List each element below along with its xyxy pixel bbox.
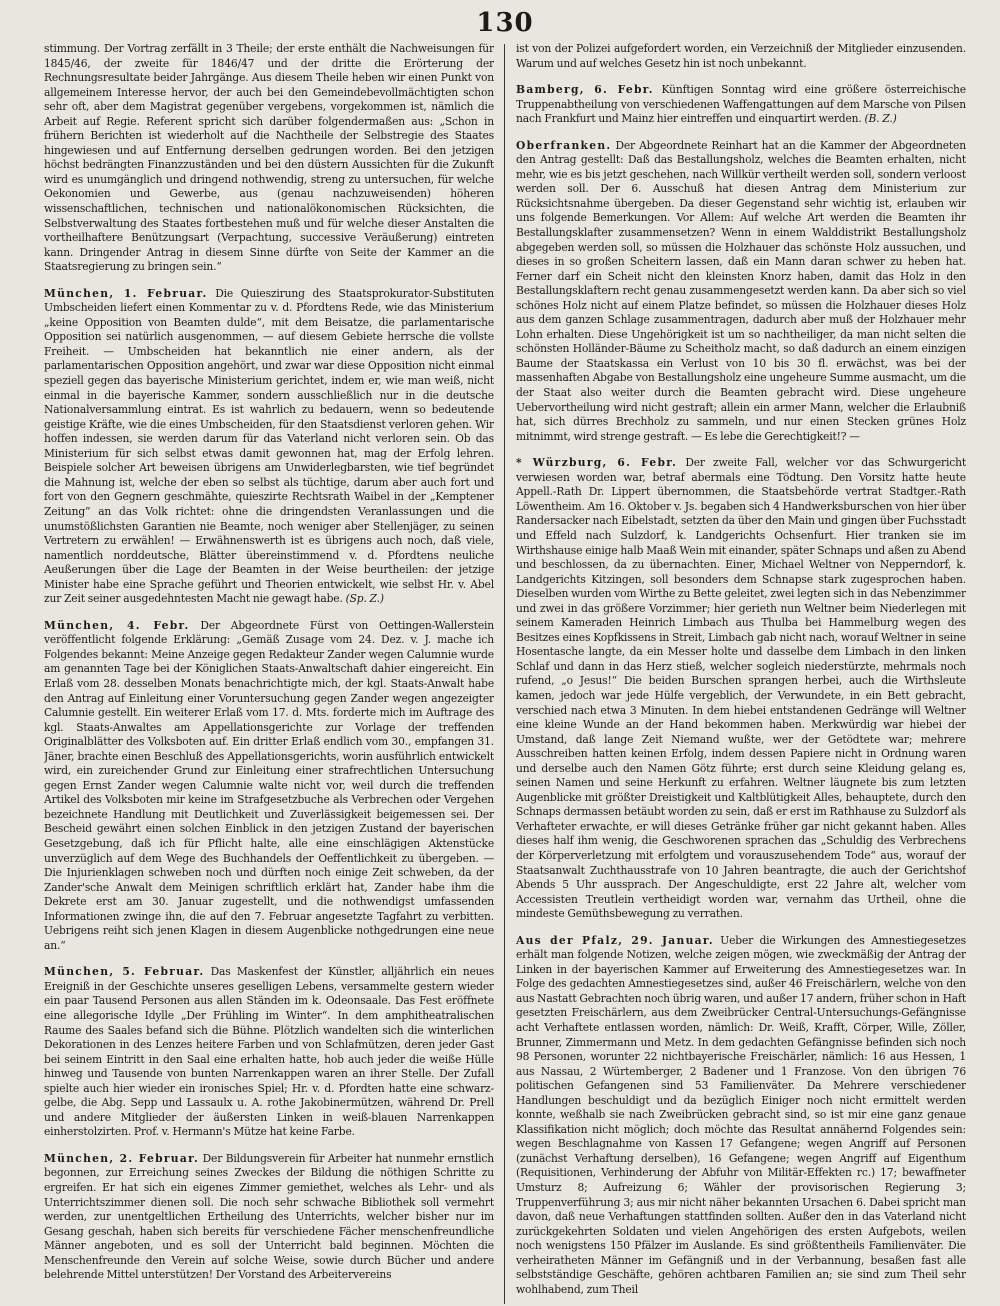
page-number: 130: [476, 8, 534, 38]
dateline: München, 5. Februar.: [44, 965, 205, 979]
article-paragraph: [516, 456, 966, 922]
dateline: München, 4. Febr.: [44, 618, 190, 632]
dateline: Aus der Pfalz, 29. Januar.: [515, 933, 714, 947]
dateline: München, 2. Februar.: [44, 1151, 200, 1165]
article-paragraph: [516, 139, 966, 444]
article-body: Ueber die Wirkungen des Amnestiegesetzes erhält man folgende Notizen, welche zeigen mögen, wie zweckmäßig der Antrag der Linken in der bayerischen Kammer auf Erweiterung des Amnestiegesetzes war. In Folge des gedachten Amnestiegesetzes sind, außer 46 Freischärlern, welche von den aus Nastatt Gebrachten noch übrig waren, und außer 17 andern, früher schon in Haft gesetzten Freischärlern, aus dem Zweibrücker Central-Untersuchungs-Gefängnisse acht Verhaftete entlassen worden, nämlich: Dr. Weiß, Krafft, Cörper, Wille, Zöller, Brunner, Zimmermann und Metz. In dem gedachten Gefängnisse befinden sich noch 98 Personen, worunter 22 nichtbayerische Freischärler, nämlich: 16 aus Hessen, 1 aus Nassau, 2 Würtemberger, 2 Badener und 1 Franzose. Von den übrigen 76 politischen Gefangenen sind 53 Familienväter. Da Mehrere verschiedener Handlungen beschuldigt und da bezüglich Einiger noch nicht ermittelt werden konnte, weßhalb sie nach Zweibrücken gebracht sind, so ist mir eine ganz genaue Klassifikation nicht möglich; doch möchte das Resultat annähernd Folgendes sein: wegen Beschlagnahme von Kassen 17 Gefangene; wegen Angriff auf Personen (zunächst Verhaftung derselben), 16 Gefangene; wegen Angriff auf Eigenthum (Requisitionen, Verhinderung der Abfuhr von Militär-Effekten rc.) 17; bewaffneter Umsturz 8; Aufreizung 6; Wähler der provisorischen Regierung 3; Truppenverführung 3; aus mir nicht näher bekannten Ursachen 6. Dabei spricht man davon, daß neue Verhaftungen stattfinden sollten. Außer den in das Vaterland nicht zurückgekehrten Soldaten und vielen Angehörigen des ersten Aufgebots, weilen noch wenigstens 150 Pfälzer im Auslande. Es sind größtentheils Familienväter. Die verheiratheten Männer im Gefängniß und in der Verbannung, besaßen fast alle selbstständige Geschäfte, gehören achtbaren Familien an; sie sind zum Theil sehr wohlhabend, zum Theil: [515, 933, 966, 1296]
article-body: Künftigen Sonntag wird eine größere österreichische Truppenabtheilung von verschiedenen Waffengattungen auf dem Marsche von Pilsen nach Frankfurt und Mainz hier eintreffen und einquartirt werden.: [515, 83, 966, 126]
article-paragraph: [44, 42, 494, 275]
left-column: [44, 42, 494, 1283]
article-body: stimmung. Der Vortrag zerfällt in 3 Theile; der erste enthält die Nachweisungen für 1845/46, der zweite für 1846/47 und der dritte die Erörterung der Rechnungsresultate beider Jahrgänge. Aus diesem Theile heben wir einen Punkt von allgemeinem Interesse hervor, der auch bei den Gemeindebevollmächtigten schon sehr oft, aber dem Magistrat gegenüber vergebens, vorgekommen ist, nämlich die Arbeit auf Regie. Referent spricht sich darüber folgendermaßen aus: „Schon in frühern Berichten ist wiederholt auf die Nachtheile der Selbstregie des Staates hingewiesen und auf Entfernung derselben gedrungen worden. Bei den jetzigen höchst bedrängten Finanzzuständen und bei den düstern Aussichten für die Zukunft wird es unumgänglich und dringend nothwendig, streng zu untersuchen, für welche Oekonomien und Gewerbe, aus (genau nachzuweisenden) höheren wissenschaftlichen, technischen und nationalökonomischen Rücksichten, die Selbstverwaltung des Staates fortbestehen muß und für welche dieser Anstalten die vortheilhaftere Benützungsart (Verpachtung, successive Veräußerung) eintreten kann. Dringender Antrag in diesem Sinne dürfte von Seite der Kammer an die Staatsregierung zu bringen sein.“: [44, 42, 494, 274]
article-body: Der Bildungsverein für Arbeiter hat nunmehr ernstlich begonnen, zur Erreichung seines Zweckes der Bildung die nöthigen Schritte zu ergreifen. Er hat sich ein eigenes Zimmer gemiethet, welches als Lehr- und als Unterrichtszimmer dienen soll. Die noch sehr schwache Bibliothek soll vermehrt werden, zur unentgeltlichen Ertheilung des Unterrichts, welcher bisher nur im Gesang geschah, haben sich bereits für verschiedene Fächer menschenfreundliche Männer angeboten, und es soll der Unterricht bald beginnen. Möchten die Menschenfreunde den Verein auf solche Weise, sowie durch Bücher und andere belehrende Mittel unterstützen! Der Vorstand des Arbeitervereins: [44, 1151, 494, 1282]
article-paragraph: [44, 1152, 494, 1283]
article-paragraph: [44, 619, 494, 954]
dateline: Bamberg, 6. Febr.: [515, 83, 654, 97]
source-attribution: (Sp. Z.): [345, 592, 384, 606]
article-body: Die Quieszirung des Staatsprokurator-Substituten Umbscheiden liefert einen Kommentar zu v. d. Pfordtens Rede, wie das Ministerium „keine Opposition von Beamten dulde“, mit dem Beisatze, die parlamentarische Opposition sei natürlich ausgenommen, — auf diesem Gebiete herrsche die vollste Freiheit. — Umbscheiden hat bekanntlich nie einer andern, als der parlamentarischen Opposition angehört, und zwar war diese Opposition nicht einmal speziell gegen das bayerische Ministerium gerichtet, indem er, wie man weiß, nicht einmal in die bayerische Kammer, sondern ausschließlich nur in die deutsche Nationalversammlung eintrat. Es ist wahrlich zu bedauern, wenn so bedeutende geistige Kräfte, wie die eines Umbscheiden, für den Staatsdienst verloren gehen. Wir hoffen indessen, sie werden darum für das Vaterland nicht verloren sein. Ob das Ministerium für sich selbst etwas damit gewonnen hat, mag der Erfolg lehren. Beispiele solcher Art beweisen übrigens am Unwiderlegbarsten, wie tief begründet die Mahnung ist, welche der eben so selbst als tüchtige, darum aber auch fort und fort von den Gegnern geschmähte, quieszirte Rechtsrath Waibel in der „Kemptener Zeitung“ an das Volk richtet: ohne die dringendsten Veranlassungen und die unumstößlichsten Garantien nie Beamte, noch weniger aber Stellenjäger, zu seinen Vertretern zu erwählen! — Erwähnenswerth ist es übrigens auch noch, daß viele, namentlich norddeutsche, Blätter übereinstimmend v. d. Pfordtens neuliche Aeußerungen über die Lage der Beamten in der Weise beurtheilen: der jetzige Minister habe eine Sprache geführt und Theorien entwickelt, wie selbst Hr. v. Abel zur Zeit seiner ausgedehntesten Macht nie gewagt habe.: [44, 286, 494, 606]
article-body: Der Abgeordnete Fürst von Oettingen-Wallerstein veröffentlicht folgende Erklärung: „Gemäß Zusage vom 24. Dez. v. J. mache ich Folgendes bekannt: Meine Anzeige gegen Redakteur Zander wegen Calumnie wurde am genannten Tage bei der Königlichen Staats-Anwaltschaft dahier eingereicht. Ein Erlaß vom 28. desselben Monats benachrichtigte mich, der kgl. Staats-Anwalt habe den Antrag auf Einleitung einer Voruntersuchung gegen Zander wegen angezeigter Calumnie gestellt. Ein weiterer Erlaß vom 17. d. Mts. forderte mich im Auftrage des kgl. Staats-Anwaltes am Appellationsgerichte zur Vorlage der treffenden Originalblätter des Volksboten auf. Ein dritter Erlaß endlich vom 30., empfangen 31. Jäner, brachte einen Beschluß des Appellationsgerichts, worin ausführlich entwickelt wird, ein zureichender Grund zur Einleitung einer strafrechtlichen Untersuchung gegen Ernst Zander wegen Calumnie walte nicht vor, weil durch die treffenden Artikel des Volksboten mir keine im Strafgesetzbuche als Verbrechen oder Vergehen bezeichnete Handlung mit Deutlichkeit und Zuverlässigkeit beigemessen sei. Der Bescheid gewährt einen solchen Einblick in den jetzigen Zustand der bayerischen Gesetzgebung, daß ich für Pflicht halte, alle eine einschlägigen Aktenstücke unverzüglich auf dem Wege des Buchhandels der Oeffentlichkeit zu übergeben. — Die Injurienklagen schweben noch und dürften noch einige Zeit schweben, da der Zander'sche Anwalt dem Meinigen schriftlich erklärt hat, Zander habe ihm die Dekrete erst am 30. Januar zugestellt, und die nothwendigst umfassenden Informationen zwinge ihn, die auf den 7. Februar angesetzte Tagfahrt zu verbitten. Uebrigens reiht sich jenen Klagen in diesem Augenblicke nothgedrungen eine neue an.“: [44, 618, 494, 952]
article-body: ist von der Polizei aufgefordert worden, ein Verzeichniß der Mitglieder einzusenden. Warum und auf welches Gesetz hin ist noch unbekannt.: [515, 42, 966, 70]
article-paragraph: [516, 42, 966, 71]
article-paragraph: [44, 287, 494, 607]
article-paragraph: [516, 934, 966, 1298]
dateline: * Würzburg, 6. Febr.: [515, 456, 678, 470]
dateline: München, 1. Februar.: [44, 286, 208, 300]
article-body: Der zweite Fall, welcher vor das Schwurgericht verwiesen worden war, betraf abermals eine Tödtung. Den Vorsitz hatte heute Appell.-Rath Dr. Lippert übernommen, die Staatsbehörde vertrat Stadtger.-Rath Löwentheim. Am 16. Oktober v. Js. begaben sich 4 Handwerksburschen von hier über Randersacker nach Eibelstadt, setzten da über den Main und gingen über Fuchsstadt und Effeld nach Sulzdorf, k. Landgerichts Ochsenfurt. Hier tranken sie im Wirthshause einige halb Maaß Wein mit einander, später Schnaps und aßen zu Abend und beschlossen, da zu übernachten. Einer, Michael Weltner von Nepperndorf, k. Landgerichts Kitzingen, soll besonders dem Schnapse stark zugesprochen haben. Dieselben wurden vom Wirthe zu Bette geleitet, zwei legten sich in das Nebenzimmer und zwei in das größere Vorzimmer; hier gerieth nun Weltner beim Niederlegen mit seinem Kameraden Heinrich Limbach aus Thulba bei Hammelburg wegen des Besitzes eines Kopfkissens in Streit, Limbach gab nicht nach, worauf Weltner in seine Hosentasche langte, da ein Messer holte und dasselbe dem Limbach in den linken Schlaf und dann in das Herz stieß, welcher sogleich niederstürzte, mehrmals noch rufend, „o Jesus!“ Die beiden Burschen sprangen herbei, auch die Wirthsleute kamen, jedoch war jede Hülfe vergeblich, der Verwundete, in ein Bett gebracht, verschied nach etwa 3 Minuten. In dem hiebei entstandenen Gedränge will Weltner eine kleine Wunde an der Hand bekommen haben. Merkwürdig war hiebei der Umstand, daß lange Zeit Niemand wußte, wer der Getödtete war; mehrere Ausschreiben hatten keinen Erfolg, indem dessen Papiere nicht in Ordnung waren und derselbe auch den Namen Götz führte; erst durch seine Kleidung gelang es, seinen Namen und seine Herkunft zu erfahren. Weltner läugnete bis zum letzten Augenblicke mit größter Dreistigkeit und Kaltblütigkeit Alles, behauptete, durch den Schnaps dermassen betäubt worden zu sein, daß er erst im Rathhause zu Sulzdorf als Verhafteter erwachte, er will dieses Getränke früher gar nicht gekannt haben. Alles dieses half ihm wenig, die Geschworenen sprachen das „Schuldig des Verbrechens der Körperverletzung mit erfolgtem und vorauszusehendem Tode“ aus, worauf der Staatsanwalt Zuchthausstrafe von 10 Jahren beantragte, die auch der Gerichtshof Abends 5 Uhr aussprach. Der Angeschuldigte, erst 22 Jahre alt, welcher vom Accessisten Treutlein vertheidigt worden war, vernahm das Urtheil, ohne die mindeste Gemüthsbewegung zu verrathen.: [515, 456, 966, 921]
source-attribution: (B. Z.): [864, 112, 897, 126]
right-column: [516, 42, 966, 1297]
text-columns: [44, 42, 966, 1304]
dateline: Oberfranken.: [515, 138, 612, 152]
article-body: Der Abgeordnete Reinhart hat an die Kammer der Abgeordneten den Antrag gestellt: Daß das Bestallungsholz, welches die Beamten erhalten, nicht mehr, wie es bis jetzt geschehen, nach Willkür vertheilt werden soll, sondern verloost werden soll. Der 6. Ausschuß hat diesen Antrag dem Ministerium zur Rücksichtsnahme übergeben. Da dieser Gegenstand sehr wichtig ist, erlauben wir uns folgende Bemerkungen. Vor Allem: Auf welche Art werden die Beamten ihr Bestallungsklafter zusammensetzen? Wenn in einem Walddistrikt Bestallungsholz abgegeben werden soll, so müssen die Holzhauer das schönste Holz aussuchen, und dieses in so großen Scheitern lassen, daß ein Mann daran schwer zu heben hat. Ferner darf ein Scheit nicht den kleinsten Knorz haben, damit das Holz in den Bestallungsklaftern recht genau zusammengesetzt werden kann. Da aber sich so viel schönes Holz nicht auf einem Platze befindet, so müssen die Holzhauer dieses Holz aus dem ganzen Schlage zusammentragen, dadurch aber muß der Holzhauer mehr Lohn erhalten. Diese Ungehörigkeit ist um so nachtheiliger, da man nicht selten die schönsten Holländer-Bäume zu Scheitholz macht, so daß dadurch an einem einzigen Baume der Staatskassa ein Verlust von 10 bis 30 fl. erwächst, was bei der massenhaften Abgabe von Bestallungsholz eine ungeheure Summe ausmacht, um die der Staat also weiter durch die Beamten gebracht wird. Diese ungeheure Uebervortheilung wird nicht gestraft; allein ein armer Mann, welcher die Erlaubniß hat, sich dürres Brechholz zu sammeln, und nur einen Stecken grünes Holz mitnimmt, wird strenge gestraft. — Es lebe die Gerechtigkeit!? —: [515, 138, 966, 443]
column-divider: [504, 44, 505, 1304]
article-paragraph: [44, 965, 494, 1140]
article-paragraph: [516, 83, 966, 127]
article-body: Das Maskenfest der Künstler, alljährlich ein neues Ereigniß in der Geschichte unseres geselligen Lebens, versammelte gestern wieder ein paar Tausend Personen aus allen Ständen im k. Odeonsaale. Das Fest eröffnete eine allegorische Idylle „Der Frühling im Winter“. In dem amphitheatralischen Raume des Saales befand sich die Bühne. Plötzlich wandelten sich die winterlichen Dekorationen in des Lenzes heitere Farben und von Schlafmützen, deren jeder Gast bei seinem Eintritt in den Saal eine erhalten hatte, hob auch jeder die weiße Hülle hinweg und Tausende von bunten Narrenkappen waren an ihrer Stelle. Der Zufall spielte auch hier wieder ein ironisches Spiel; Hr. v. d. Pfordten hatte eine schwarz-gelbe, die Abg. Sepp und Lassaulx u. A. rothe Jakobinermützen, während Dr. Prell und andere Mitglieder der äußersten Linken in weiß-blauen Narrenkappen einherstolzirten. Prof. v. Hermann's Mütze hat keine Farbe.: [44, 965, 494, 1139]
